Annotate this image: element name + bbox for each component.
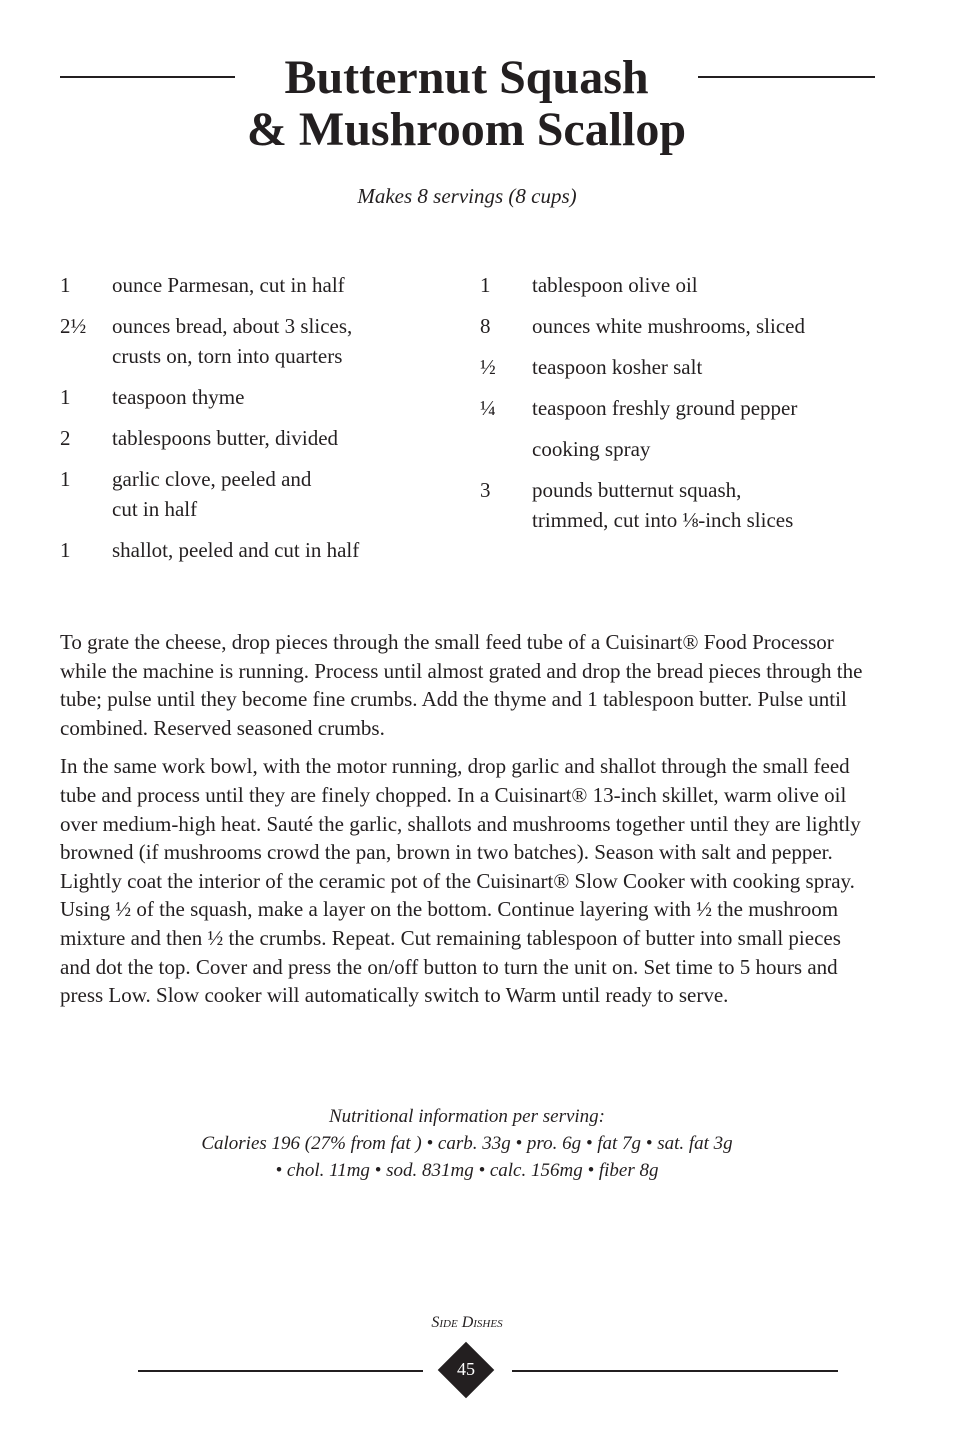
ingredient-desc-line: ounces bread, about 3 slices,	[112, 314, 353, 338]
ingredient-desc-line: pounds butternut squash,	[532, 478, 742, 502]
ingredient-qty: 8	[480, 314, 491, 338]
ingredient-qty: 2½	[60, 314, 87, 338]
footer-rule-right	[512, 1370, 838, 1372]
ingredient-qty: 1	[60, 385, 71, 409]
ingredient-desc	[532, 475, 890, 535]
ingredient-desc-line: trimmed, cut into ⅛-inch slices	[532, 508, 794, 532]
method-paragraph: To grate the cheese, drop pieces through the small feed tube of a Cuisinart® Food Processor while the machine is running. Process until almost grated and drop the bread pieces through the tube; pulse until they become fine crumbs. Add the thyme and 1 tablespoon butter. Pulse until combined. Reserved seasoned crumbs.	[60, 630, 863, 740]
ingredient-qty: ½	[480, 355, 496, 379]
ingredient-desc-line: teaspoon freshly ground pepper	[532, 396, 798, 420]
ingredients-left-column	[60, 270, 460, 576]
ingredient-desc-line: shallot, peeled and cut in half	[112, 538, 360, 562]
ingredient-item	[480, 311, 890, 341]
ingredient-desc	[532, 434, 890, 464]
ingredient-desc-line: tablespoon olive oil	[532, 273, 698, 297]
ingredients-right-column	[480, 270, 890, 546]
recipe-title	[235, 52, 698, 156]
ingredient-desc	[112, 535, 460, 565]
ingredient-desc-line: cut in half	[112, 497, 198, 521]
ingredient-item	[60, 464, 460, 524]
nutrition-line: • chol. 11mg • sod. 831mg • calc. 156mg • fiber 8g	[275, 1160, 659, 1181]
ingredient-qty: 1	[60, 273, 71, 297]
ingredient-qty: ¼	[480, 396, 496, 420]
footer-section-name: Side Dishes	[431, 1314, 503, 1331]
page-number: 45	[457, 1359, 475, 1379]
title-rule-left	[60, 76, 235, 78]
recipe-title-line2: & Mushroom Scallop	[246, 103, 687, 156]
nutrition-heading: Nutritional information per serving:	[328, 1106, 606, 1127]
ingredient-desc	[112, 382, 460, 412]
ingredient-desc	[112, 311, 460, 371]
ingredient-item	[480, 270, 890, 300]
ingredient-desc-line: ounces white mushrooms, sliced	[532, 314, 805, 338]
ingredient-qty: 1	[60, 538, 71, 562]
ingredient-item	[480, 393, 890, 423]
ingredient-desc-line: cooking spray	[532, 437, 651, 461]
ingredient-qty: 3	[480, 478, 491, 502]
ingredient-item	[480, 434, 890, 464]
nutrition-line: Calories 196 (27% from fat ) • carb. 33g • pro. 6g • fat 7g • sat. fat 3g	[201, 1133, 733, 1154]
ingredient-desc-line: teaspoon kosher salt	[532, 355, 703, 379]
ingredient-qty	[480, 434, 532, 464]
method-paragraph: In the same work bowl, with the motor running, drop garlic and shallot through the small feed tube and process until they are finely chopped. In a Cuisinart® 13-inch skillet, warm olive oil over medium-high heat. Sauté the garlic, shallots and mushrooms together until they are lightly browned (if mushrooms crowd the pan, brown in two batches). Season with salt and pepper. Lightly coat the interior of the ceramic pot of the Cuisinart® Slow Cooker with cooking spray. Using ½ of the squash, make a layer on the bottom. Continue layering with ½ the mushroom mixture and then ½ the crumbs. Repeat. Cut remaining tablespoon of butter into small pieces and dot the top. Cover and press the on/off button to turn the unit on. Set time to 5 hours and press Low. Slow cooker will automatically switch to Warm until ready to serve.	[60, 754, 861, 1008]
ingredient-desc-line: crusts on, torn into quarters	[112, 344, 343, 368]
footer-rule-left	[138, 1370, 423, 1372]
ingredient-qty: 1	[60, 467, 71, 491]
ingredient-item	[60, 311, 460, 371]
nutrition-info	[0, 1103, 934, 1184]
title-rule-right	[698, 76, 875, 78]
ingredient-desc	[112, 270, 460, 300]
ingredient-desc	[532, 393, 890, 423]
ingredient-desc-line: ounce Parmesan, cut in half	[112, 273, 345, 297]
ingredient-desc-line: tablespoons butter, divided	[112, 426, 339, 450]
method-text	[60, 628, 876, 1020]
ingredient-desc	[532, 311, 890, 341]
ingredient-item	[60, 423, 460, 453]
ingredient-qty: 2	[60, 426, 71, 450]
ingredient-item	[480, 352, 890, 382]
ingredient-item	[480, 475, 890, 535]
ingredient-desc-line: teaspoon thyme	[112, 385, 245, 409]
ingredient-item	[60, 382, 460, 412]
recipe-title-line1: Butternut Squash	[284, 51, 649, 104]
ingredient-item	[60, 535, 460, 565]
ingredient-desc	[532, 352, 890, 382]
recipe-yield: Makes 8 servings (8 cups)	[357, 184, 577, 208]
ingredient-qty: 1	[480, 273, 491, 297]
ingredient-desc	[112, 423, 460, 453]
ingredient-desc	[532, 270, 890, 300]
ingredient-item	[60, 270, 460, 300]
ingredient-desc-line: garlic clove, peeled and	[112, 467, 312, 491]
ingredient-desc	[112, 464, 460, 524]
